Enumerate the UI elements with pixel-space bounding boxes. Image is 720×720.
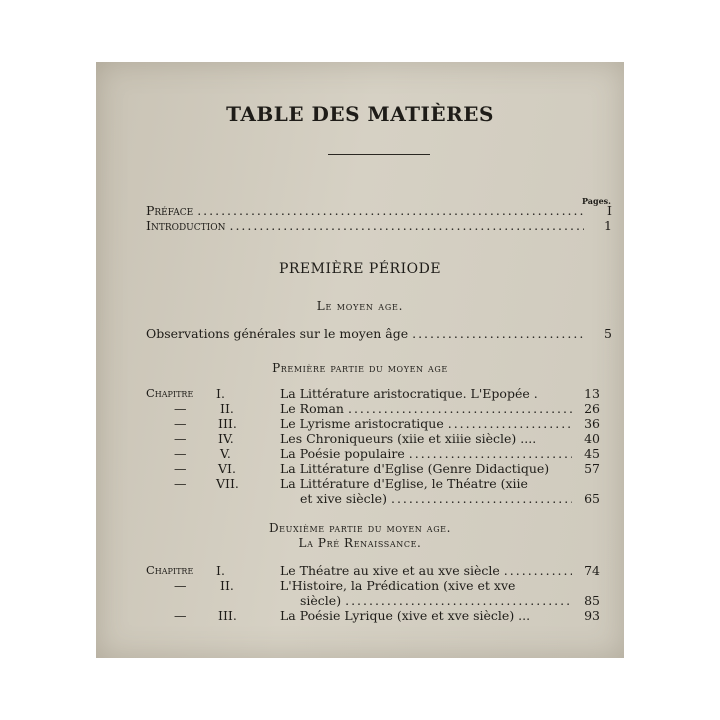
toc-entry-preface[interactable] — [146, 203, 612, 218]
entry-label: et xive siècle) — [300, 491, 387, 506]
entry-label: Le Lyrisme aristocratique — [280, 416, 444, 431]
entry-label: Préface — [146, 203, 194, 218]
toc-entry-chapter[interactable] — [280, 401, 600, 416]
entry-label: La Poésie Lyrique (xive et xve siècle) ... — [280, 608, 531, 623]
entry-label: Introduction — [146, 218, 226, 233]
period-heading: PREMIÈRE PÉRIODE — [278, 261, 442, 277]
chapter-number: I. — [216, 386, 225, 401]
toc-entry-chapter[interactable] — [280, 608, 600, 623]
ditto-dash: — — [174, 416, 187, 431]
entry-label: La Littérature d'Eglise (Genre Didactique) — [280, 461, 550, 476]
toc-entry-chapter[interactable] — [280, 431, 600, 446]
part2-heading: Deuxième partie du moyen age. — [268, 521, 452, 535]
entry-label: siècle) — [300, 593, 342, 608]
page-title: TABLE DES MATIÈRES — [226, 102, 494, 126]
entry-label: Le Théatre au xive et au xve siècle — [280, 563, 500, 578]
ditto-dash: — — [174, 578, 187, 593]
entry-page: 26 — [584, 401, 600, 416]
ditto-dash: — — [174, 446, 187, 461]
entry-page: 45 — [584, 446, 600, 461]
part1-heading: Première partie du moyen age — [272, 361, 448, 375]
period-subtitle: Le moyen age. — [316, 299, 404, 313]
leader-dots — [448, 416, 572, 431]
toc-entry-chapter[interactable] — [300, 491, 600, 506]
chapter-number: VI. — [218, 461, 236, 476]
chapter-number: III. — [218, 608, 237, 623]
chapter-label: Chapitre — [146, 386, 194, 400]
ditto-dash: — — [174, 431, 187, 446]
chapter-title-line1: L'Histoire, la Prédication (xive et xve — [280, 578, 516, 593]
chapter-number: II. — [220, 401, 234, 416]
chapter-number: V. — [220, 446, 231, 461]
entry-page: 40 — [584, 431, 600, 446]
pages-column-label: Pages. — [582, 196, 611, 206]
toc-entry-chapter[interactable] — [280, 386, 600, 401]
toc-entry-chapter[interactable] — [280, 563, 600, 578]
chapter-number: I. — [216, 563, 225, 578]
ditto-dash: — — [174, 461, 187, 476]
ditto-dash: — — [174, 476, 187, 491]
toc-entry-chapter[interactable] — [280, 461, 600, 476]
entry-label: Les Chroniqueurs (xiie et xiiie siècle) .... — [280, 431, 537, 446]
toc-entry-chapter[interactable] — [300, 593, 600, 608]
chapter-number: VII. — [216, 476, 239, 491]
leader-dots — [229, 218, 584, 233]
toc-entry-chapter[interactable] — [280, 446, 600, 461]
chapter-number: II. — [220, 578, 234, 593]
entry-page: 1 — [604, 218, 612, 233]
entry-label: Le Roman — [280, 401, 344, 416]
entry-page: 5 — [604, 326, 612, 341]
entry-page: 57 — [584, 461, 600, 476]
toc-entry-chapter[interactable] — [280, 416, 600, 431]
entry-page: 85 — [584, 593, 600, 608]
ditto-dash: — — [174, 608, 187, 623]
entry-label: La Poésie populaire — [280, 446, 405, 461]
leader-dots — [409, 446, 572, 461]
part2-subtitle: La Pré Renaissance. — [298, 536, 422, 550]
entry-label: La Littérature aristocratique. L'Epopée . — [280, 386, 538, 401]
leader-dots — [345, 593, 572, 608]
title-divider — [328, 154, 430, 155]
leader-dots — [197, 203, 584, 218]
entry-page: I — [607, 203, 612, 218]
chapter-label: Chapitre — [146, 563, 194, 577]
chapter-title-line1: La Littérature d'Eglise, le Théatre (xiie — [280, 476, 528, 491]
leader-dots — [391, 491, 572, 506]
toc-entry-introduction[interactable] — [146, 218, 612, 233]
entry-page: 93 — [584, 608, 600, 623]
entry-label: Observations générales sur le moyen âge — [146, 326, 409, 341]
entry-page: 36 — [584, 416, 600, 431]
entry-page: 65 — [584, 491, 600, 506]
ditto-dash: — — [174, 401, 187, 416]
leader-dots — [348, 401, 572, 416]
leader-dots — [412, 326, 584, 341]
entry-page: 13 — [584, 386, 600, 401]
book-page — [96, 62, 624, 658]
chapter-number: III. — [218, 416, 237, 431]
chapter-number: IV. — [218, 431, 234, 446]
toc-entry-overview[interactable] — [146, 326, 612, 341]
entry-page: 74 — [584, 563, 600, 578]
leader-dots — [504, 563, 572, 578]
